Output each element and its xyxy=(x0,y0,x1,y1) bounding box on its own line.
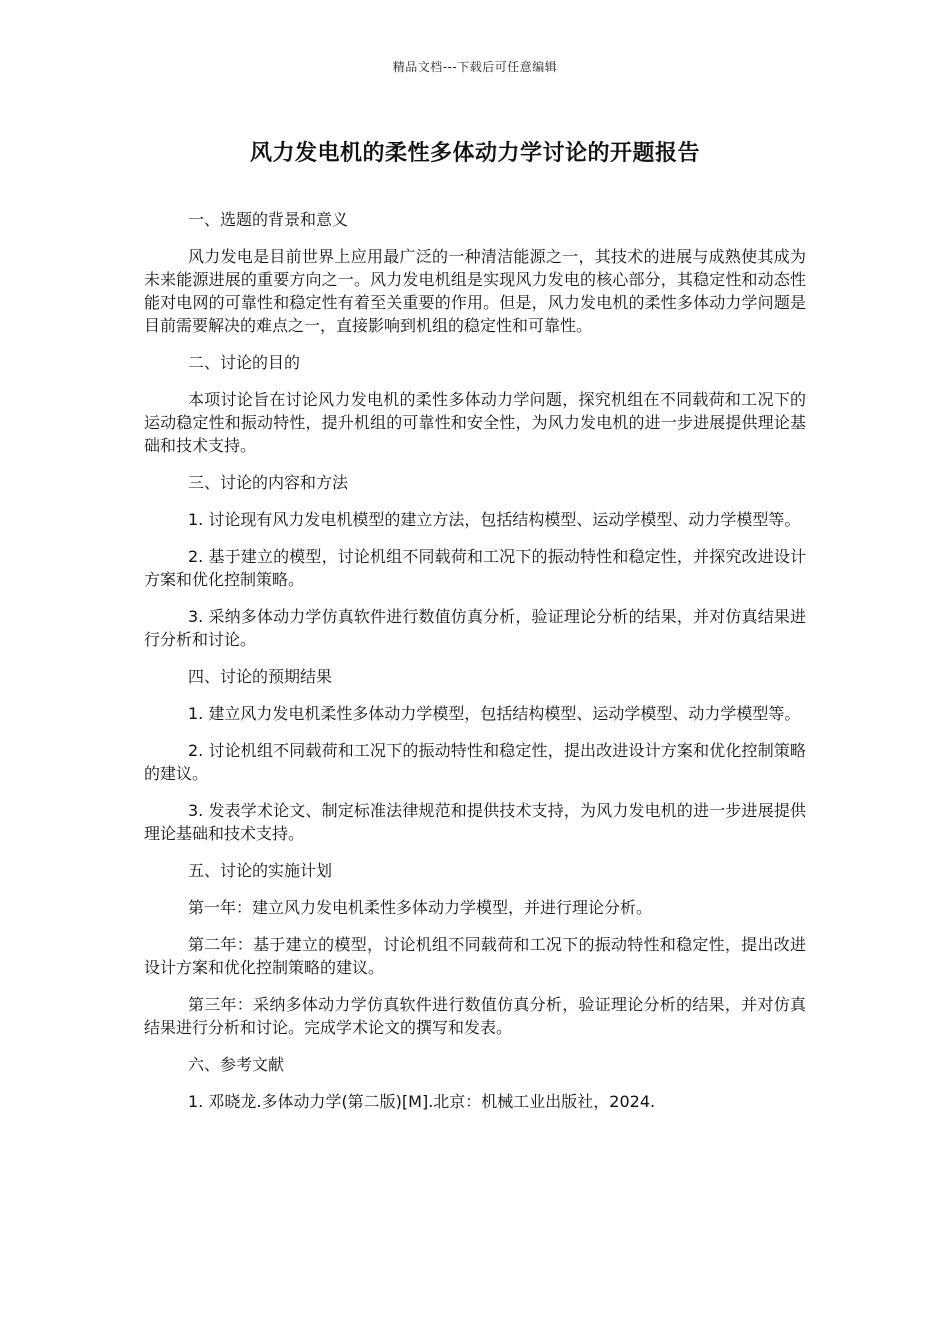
section-heading-content-methods: 三、讨论的内容和方法 xyxy=(188,473,349,492)
section-heading-background: 一、选题的背景和意义 xyxy=(188,210,349,229)
section-heading-purpose: 二、讨论的目的 xyxy=(188,353,301,372)
list-item-result-3: 3. 发表学术论文、制定标准法律规范和提供技术支持，为风力发电机的进一步进展提供理论基础和技术支持。 xyxy=(144,801,806,843)
document-title: 风力发电机的柔性多体动力学讨论的开题报告 xyxy=(249,141,700,166)
section-heading-expected-results: 四、讨论的预期结果 xyxy=(188,667,333,686)
plan-year-3: 第三年：采纳多体动力学仿真软件进行数值仿真分析，验证理论分析的结果，并对仿真结果进行分析和讨论。完成学术论文的撰写和发表。 xyxy=(144,995,806,1037)
paragraph-purpose: 本项讨论旨在讨论风力发电机的柔性多体动力学问题，探究机组在不同载荷和工况下的运动稳定性和振动特性，提升机组的可靠性和安全性，为风力发电机的进一步进展提供理论基础和技术支持。 xyxy=(144,390,806,455)
list-item-method-2: 2. 基于建立的模型，讨论机组不同载荷和工况下的振动特性和稳定性，并探究改进设计方案和优化控制策略。 xyxy=(144,547,806,589)
section-heading-plan: 五、讨论的实施计划 xyxy=(188,861,333,880)
list-item-method-1: 1. 讨论现有风力发电机模型的建立方法，包括结构模型、运动学模型、动力学模型等。 xyxy=(188,510,801,529)
section-heading-references: 六、参考文献 xyxy=(188,1055,285,1074)
list-item-method-3: 3. 采纳多体动力学仿真软件进行数值仿真分析，验证理论分析的结果，并对仿真结果进行分析和讨论。 xyxy=(144,607,806,649)
paragraph-background: 风力发电是目前世界上应用最广泛的一种清洁能源之一，其技术的进展与成熟使其成为未来能源进展的重要方向之一。风力发电机组是实现风力发电的核心部分，其稳定性和动态性能对电网的可靠性和稳定性有着至关重要的作用。但是，风力发电机的柔性多体动力学问题是目前需要解决的难点之一，直接影响到机组的稳定性和可靠性。 xyxy=(144,247,806,335)
plan-year-1: 第一年：建立风力发电机柔性多体动力学模型，并进行理论分析。 xyxy=(188,898,653,917)
reference-item-1: 1. 邓晓龙.多体动力学(第二版)[M].北京：机械工业出版社，2024. xyxy=(188,1092,656,1111)
list-item-result-1: 1. 建立风力发电机柔性多体动力学模型，包括结构模型、运动学模型、动力学模型等。 xyxy=(188,704,801,723)
list-item-result-2: 2. 讨论机组不同载荷和工况下的振动特性和稳定性，提出改进设计方案和优化控制策略的建议。 xyxy=(144,741,806,783)
plan-year-2: 第二年：基于建立的模型，讨论机组不同载荷和工况下的振动特性和稳定性，提出改进设计方案和优化控制策略的建议。 xyxy=(144,935,806,977)
document-body xyxy=(144,208,806,1127)
page-header-note: 精品文档---下载后可任意编辑 xyxy=(392,60,558,74)
